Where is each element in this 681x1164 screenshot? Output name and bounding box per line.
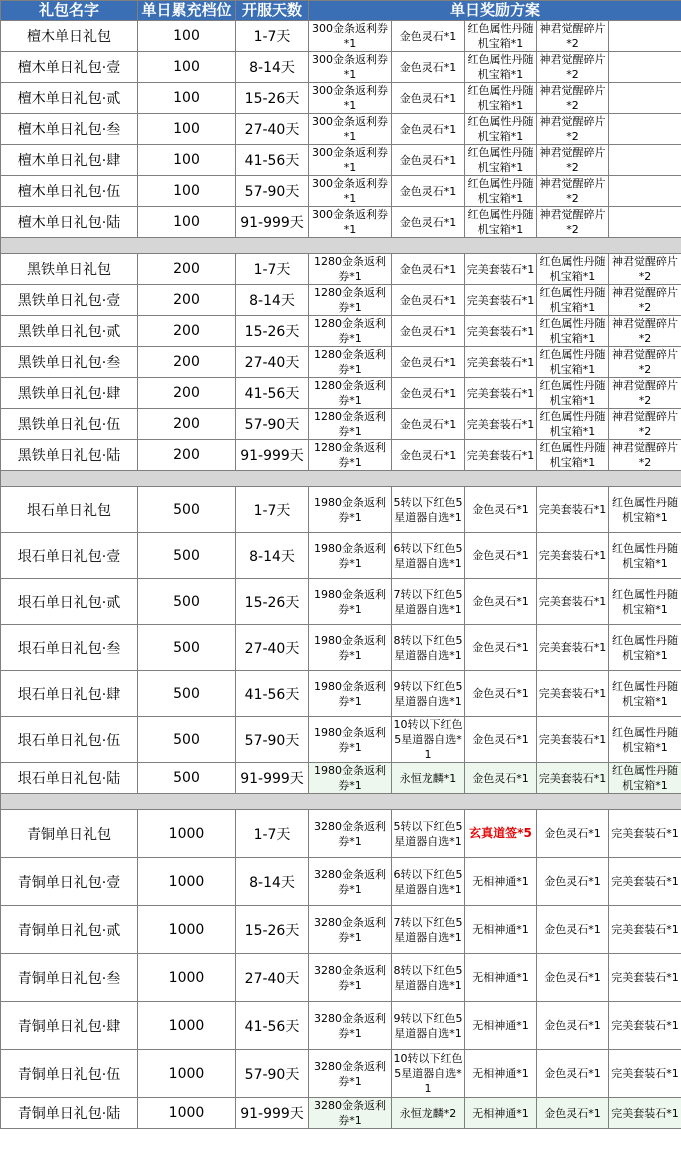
reward-cell: 1280金条返利券*1 <box>309 285 392 316</box>
reward-cell: 红色属性丹随机宝箱*1 <box>609 671 681 717</box>
reward-cell: 神君觉醒碎片*2 <box>537 83 609 114</box>
reward-cell: 9转以下红色5星道器自选*1 <box>392 671 465 717</box>
pack-name: 垠石单日礼包 <box>1 487 138 533</box>
reward-cell: 完美套装石*1 <box>465 347 537 378</box>
reward-cell: 金色灵石*1 <box>392 207 465 238</box>
pack-tier: 200 <box>138 378 236 409</box>
pack-name: 檀木单日礼包·陆 <box>1 207 138 238</box>
pack-name: 垠石单日礼包·肆 <box>1 671 138 717</box>
reward-cell: 3280金条返利券*1 <box>309 1002 392 1050</box>
reward-cell: 红色属性丹随机宝箱*1 <box>465 52 537 83</box>
reward-cell: 红色属性丹随机宝箱*1 <box>609 625 681 671</box>
separator-cell <box>1 471 681 487</box>
pack-days: 27-40天 <box>236 625 309 671</box>
pack-name: 檀木单日礼包·叁 <box>1 114 138 145</box>
pack-days: 41-56天 <box>236 671 309 717</box>
reward-cell: 红色属性丹随机宝箱*1 <box>609 533 681 579</box>
pack-tier: 1000 <box>138 1050 236 1098</box>
pack-name: 垠石单日礼包·叁 <box>1 625 138 671</box>
reward-cell: 神君觉醒碎片*2 <box>537 52 609 83</box>
reward-cell: 神君觉醒碎片*2 <box>609 347 681 378</box>
reward-cell: 神君觉醒碎片*2 <box>609 316 681 347</box>
pack-name: 垠石单日礼包·陆 <box>1 763 138 794</box>
table-row <box>1 625 681 671</box>
reward-cell: 完美套装石*1 <box>609 1002 681 1050</box>
reward-cell: 神君觉醒碎片*2 <box>609 285 681 316</box>
table-row <box>1 52 681 83</box>
table-row <box>1 409 681 440</box>
reward-cell: 红色属性丹随机宝箱*1 <box>537 254 609 285</box>
pack-days: 8-14天 <box>236 533 309 579</box>
table-row <box>1 316 681 347</box>
pack-name: 黑铁单日礼包·肆 <box>1 378 138 409</box>
reward-cell: 完美套装石*1 <box>609 906 681 954</box>
pack-tier: 200 <box>138 409 236 440</box>
pack-days: 27-40天 <box>236 114 309 145</box>
pack-days: 15-26天 <box>236 906 309 954</box>
reward-cell: 金色灵石*1 <box>392 254 465 285</box>
reward-cell: 金色灵石*1 <box>537 810 609 858</box>
pack-name: 垠石单日礼包·贰 <box>1 579 138 625</box>
pack-days: 91-999天 <box>236 763 309 794</box>
table-row <box>1 1050 681 1098</box>
pack-name: 檀木单日礼包·伍 <box>1 176 138 207</box>
table-row <box>1 254 681 285</box>
pack-tier: 500 <box>138 763 236 794</box>
reward-cell: 金色灵石*1 <box>392 347 465 378</box>
reward-cell <box>609 207 681 238</box>
reward-cell: 1980金条返利券*1 <box>309 533 392 579</box>
reward-cell: 300金条返利券*1 <box>309 207 392 238</box>
table-row <box>1 378 681 409</box>
reward-cell: 完美套装石*1 <box>465 440 537 471</box>
reward-cell: 红色属性丹随机宝箱*1 <box>537 285 609 316</box>
table-row <box>1 763 681 794</box>
pack-days: 1-7天 <box>236 487 309 533</box>
reward-cell <box>609 21 681 52</box>
reward-cell: 1980金条返利券*1 <box>309 579 392 625</box>
reward-cell: 7转以下红色5星道器自选*1 <box>392 579 465 625</box>
reward-cell: 红色属性丹随机宝箱*1 <box>537 378 609 409</box>
pack-name: 黑铁单日礼包·叁 <box>1 347 138 378</box>
pack-name: 檀木单日礼包 <box>1 21 138 52</box>
reward-cell: 完美套装石*1 <box>537 625 609 671</box>
reward-cell: 金色灵石*1 <box>465 579 537 625</box>
pack-days: 27-40天 <box>236 954 309 1002</box>
reward-cell: 1280金条返利券*1 <box>309 440 392 471</box>
reward-cell: 红色属性丹随机宝箱*1 <box>609 579 681 625</box>
pack-tier: 100 <box>138 83 236 114</box>
reward-cell: 无相神通*1 <box>465 1002 537 1050</box>
table-row <box>1 21 681 52</box>
table-row <box>1 1098 681 1129</box>
pack-name: 青铜单日礼包·伍 <box>1 1050 138 1098</box>
header-tier: 单日累充档位 <box>138 1 236 21</box>
header-name: 礼包名字 <box>1 1 138 21</box>
pack-name: 黑铁单日礼包·壹 <box>1 285 138 316</box>
reward-cell: 1280金条返利券*1 <box>309 378 392 409</box>
pack-name: 檀木单日礼包·壹 <box>1 52 138 83</box>
reward-cell: 10转以下红色5星道器自选*1 <box>393 718 463 761</box>
reward-cell: 1280金条返利券*1 <box>309 316 392 347</box>
reward-cell: 5转以下红色5星道器自选*1 <box>392 810 465 858</box>
reward-cell: 金色灵石*1 <box>392 21 465 52</box>
reward-cell: 完美套装石*1 <box>537 487 609 533</box>
separator-cell <box>1 794 681 810</box>
reward-cell: 神君觉醒碎片*2 <box>537 145 609 176</box>
header-days: 开服天数 <box>236 1 309 21</box>
reward-cell: 完美套装石*1 <box>537 763 609 794</box>
pack-days: 27-40天 <box>236 347 309 378</box>
table-row <box>1 954 681 1002</box>
pack-days: 57-90天 <box>236 409 309 440</box>
pack-name: 檀木单日礼包·贰 <box>1 83 138 114</box>
reward-cell: 300金条返利券*1 <box>309 176 392 207</box>
reward-cell: 1980金条返利券*1 <box>309 671 392 717</box>
reward-cell: 金色灵石*1 <box>392 176 465 207</box>
pack-days: 15-26天 <box>236 83 309 114</box>
reward-cell: 完美套装石*1 <box>609 1098 681 1129</box>
pack-name: 青铜单日礼包 <box>1 810 138 858</box>
reward-cell: 金色灵石*1 <box>392 440 465 471</box>
pack-days: 15-26天 <box>236 579 309 625</box>
reward-cell: 1980金条返利券*1 <box>309 763 392 794</box>
reward-cell: 无相神通*1 <box>465 1098 537 1129</box>
pack-tier: 500 <box>138 717 236 763</box>
reward-cell: 8转以下红色5星道器自选*1 <box>392 625 465 671</box>
pack-tier: 500 <box>138 671 236 717</box>
pack-tier: 100 <box>138 145 236 176</box>
pack-days: 41-56天 <box>236 145 309 176</box>
pack-days: 8-14天 <box>236 285 309 316</box>
pack-days: 91-999天 <box>236 207 309 238</box>
pack-name: 青铜单日礼包·叁 <box>1 954 138 1002</box>
pack-tier: 200 <box>138 316 236 347</box>
reward-cell: 完美套装石*1 <box>465 378 537 409</box>
pack-name: 檀木单日礼包·肆 <box>1 145 138 176</box>
reward-cell: 金色灵石*1 <box>465 763 537 794</box>
reward-cell: 金色灵石*1 <box>392 145 465 176</box>
reward-cell: 红色属性丹随机宝箱*1 <box>465 145 537 176</box>
reward-cell: 金色灵石*1 <box>392 378 465 409</box>
pack-name: 青铜单日礼包·壹 <box>1 858 138 906</box>
reward-cell: 3280金条返利券*1 <box>309 906 392 954</box>
pack-name: 黑铁单日礼包·贰 <box>1 316 138 347</box>
reward-cell: 金色灵石*1 <box>465 717 537 763</box>
pack-tier: 1000 <box>138 1002 236 1050</box>
reward-cell: 无相神通*1 <box>465 1050 537 1098</box>
pack-tier: 500 <box>138 487 236 533</box>
pack-tier: 200 <box>138 440 236 471</box>
reward-cell: 300金条返利券*1 <box>309 52 392 83</box>
table-row <box>1 671 681 717</box>
reward-cell: 金色灵石*1 <box>537 954 609 1002</box>
table-row <box>1 145 681 176</box>
reward-cell: 神君觉醒碎片*2 <box>537 21 609 52</box>
pack-days: 1-7天 <box>236 254 309 285</box>
reward-cell: 神君觉醒碎片*2 <box>609 440 681 471</box>
reward-cell: 300金条返利券*1 <box>309 114 392 145</box>
reward-cell: 红色属性丹随机宝箱*1 <box>537 440 609 471</box>
reward-cell: 永恒龙麟*2 <box>392 1098 465 1129</box>
reward-cell: 完美套装石*1 <box>537 671 609 717</box>
reward-cell <box>609 145 681 176</box>
reward-cell: 金色灵石*1 <box>392 114 465 145</box>
pack-tier: 1000 <box>138 858 236 906</box>
table-row <box>1 1002 681 1050</box>
reward-cell: 300金条返利券*1 <box>309 21 392 52</box>
pack-name: 垠石单日礼包·壹 <box>1 533 138 579</box>
reward-cell: 无相神通*1 <box>465 906 537 954</box>
reward-cell: 金色灵石*1 <box>392 285 465 316</box>
reward-cell: 完美套装石*1 <box>609 1050 681 1098</box>
reward-cell: 金色灵石*1 <box>465 671 537 717</box>
reward-cell: 1980金条返利券*1 <box>309 717 392 763</box>
pack-name: 青铜单日礼包·肆 <box>1 1002 138 1050</box>
header-row <box>1 1 681 21</box>
table-row <box>1 176 681 207</box>
reward-cell: 3280金条返利券*1 <box>309 858 392 906</box>
group-separator <box>1 794 681 810</box>
reward-cell <box>609 52 681 83</box>
reward-cell: 神君觉醒碎片*2 <box>537 207 609 238</box>
reward-cell: 9转以下红色5星道器自选*1 <box>392 1002 465 1050</box>
pack-tier: 100 <box>138 114 236 145</box>
table-row <box>1 858 681 906</box>
reward-cell: 1280金条返利券*1 <box>309 254 392 285</box>
reward-cell: 金色灵石*1 <box>465 533 537 579</box>
table-row <box>1 533 681 579</box>
pack-days: 41-56天 <box>236 1002 309 1050</box>
pack-days: 57-90天 <box>236 1050 309 1098</box>
reward-cell: 神君觉醒碎片*2 <box>537 114 609 145</box>
reward-cell: 完美套装石*1 <box>609 810 681 858</box>
reward-cell: 完美套装石*1 <box>465 285 537 316</box>
pack-tier: 500 <box>138 625 236 671</box>
reward-cell: 红色属性丹随机宝箱*1 <box>465 114 537 145</box>
reward-cell: 300金条返利券*1 <box>309 83 392 114</box>
reward-cell <box>609 176 681 207</box>
reward-cell: 1280金条返利券*1 <box>309 347 392 378</box>
reward-cell: 6转以下红色5星道器自选*1 <box>392 858 465 906</box>
pack-tier: 100 <box>138 176 236 207</box>
reward-cell: 永恒龙麟*1 <box>392 763 465 794</box>
reward-cell: 红色属性丹随机宝箱*1 <box>609 763 681 794</box>
reward-cell: 金色灵石*1 <box>537 1050 609 1098</box>
pack-tier: 100 <box>138 52 236 83</box>
reward-cell: 神君觉醒碎片*2 <box>609 378 681 409</box>
pack-name: 垠石单日礼包·伍 <box>1 717 138 763</box>
reward-cell: 8转以下红色5星道器自选*1 <box>392 954 465 1002</box>
table-row <box>1 285 681 316</box>
pack-tier: 100 <box>138 207 236 238</box>
reward-cell: 3280金条返利券*1 <box>309 954 392 1002</box>
reward-cell: 完美套装石*1 <box>537 717 609 763</box>
reward-cell: 7转以下红色5星道器自选*1 <box>392 906 465 954</box>
reward-cell: 6转以下红色5星道器自选*1 <box>392 533 465 579</box>
reward-cell: 红色属性丹随机宝箱*1 <box>609 717 681 763</box>
table-row <box>1 906 681 954</box>
reward-cell: 红色属性丹随机宝箱*1 <box>465 83 537 114</box>
reward-cell: 完美套装石*1 <box>609 954 681 1002</box>
reward-cell: 完美套装石*1 <box>537 579 609 625</box>
reward-cell: 完美套装石*1 <box>465 316 537 347</box>
reward-cell: 5转以下红色5星道器自选*1 <box>392 487 465 533</box>
pack-tier: 200 <box>138 285 236 316</box>
pack-days: 91-999天 <box>236 440 309 471</box>
reward-cell: 红色属性丹随机宝箱*1 <box>537 409 609 440</box>
reward-cell: 金色灵石*1 <box>465 625 537 671</box>
pack-tier: 500 <box>138 579 236 625</box>
reward-cell: 完美套装石*1 <box>537 533 609 579</box>
reward-cell: 红色属性丹随机宝箱*1 <box>465 207 537 238</box>
reward-cell: 完美套装石*1 <box>465 254 537 285</box>
reward-cell: 300金条返利券*1 <box>309 145 392 176</box>
reward-cell: 金色灵石*1 <box>392 409 465 440</box>
reward-cell: 1980金条返利券*1 <box>309 487 392 533</box>
reward-cell: 金色灵石*1 <box>537 1098 609 1129</box>
reward-cell: 3280金条返利券*1 <box>309 810 392 858</box>
reward-cell: 无相神通*1 <box>465 954 537 1002</box>
pack-tier: 1000 <box>138 1098 236 1129</box>
reward-cell <box>609 83 681 114</box>
reward-cell: 红色属性丹随机宝箱*1 <box>465 21 537 52</box>
group-separator <box>1 471 681 487</box>
pack-days: 41-56天 <box>236 378 309 409</box>
table-row <box>1 83 681 114</box>
pack-days: 57-90天 <box>236 176 309 207</box>
table-row <box>1 114 681 145</box>
reward-cell: 1280金条返利券*1 <box>309 409 392 440</box>
header-rewards: 单日奖励方案 <box>309 1 681 21</box>
reward-cell: 神君觉醒碎片*2 <box>609 409 681 440</box>
pack-name: 青铜单日礼包·贰 <box>1 906 138 954</box>
reward-cell: 红色属性丹随机宝箱*1 <box>537 316 609 347</box>
reward-cell: 无相神通*1 <box>465 858 537 906</box>
pack-tier: 1000 <box>138 810 236 858</box>
reward-cell: 金色灵石*1 <box>392 316 465 347</box>
reward-cell: 金色灵石*1 <box>392 83 465 114</box>
reward-cell: 红色属性丹随机宝箱*1 <box>537 347 609 378</box>
pack-tier: 100 <box>138 21 236 52</box>
table-row <box>1 487 681 533</box>
pack-days: 1-7天 <box>236 810 309 858</box>
reward-cell: 3280金条返利券*1 <box>309 1098 392 1129</box>
pack-days: 15-26天 <box>236 316 309 347</box>
group-separator <box>1 238 681 254</box>
pack-name: 青铜单日礼包·陆 <box>1 1098 138 1129</box>
reward-cell: 红色属性丹随机宝箱*1 <box>609 487 681 533</box>
pack-days: 57-90天 <box>236 717 309 763</box>
pack-days: 91-999天 <box>236 1098 309 1129</box>
table-row <box>1 207 681 238</box>
reward-cell: 金色灵石*1 <box>537 1002 609 1050</box>
table-row <box>1 347 681 378</box>
reward-cell: 神君觉醒碎片*2 <box>609 254 681 285</box>
pack-tier: 1000 <box>138 954 236 1002</box>
reward-cell: 神君觉醒碎片*2 <box>537 176 609 207</box>
reward-cell: 完美套装石*1 <box>609 858 681 906</box>
reward-cell: 3280金条返利券*1 <box>309 1050 392 1098</box>
pack-tier: 200 <box>138 347 236 378</box>
table-body <box>1 21 681 1129</box>
separator-cell <box>1 238 681 254</box>
reward-cell: 1980金条返利券*1 <box>309 625 392 671</box>
reward-cell: 金色灵石*1 <box>465 487 537 533</box>
table-row <box>1 717 681 763</box>
reward-cell: 完美套装石*1 <box>465 409 537 440</box>
table-row <box>1 810 681 858</box>
reward-cell: 金色灵石*1 <box>537 858 609 906</box>
pack-days: 8-14天 <box>236 52 309 83</box>
pack-name: 黑铁单日礼包·陆 <box>1 440 138 471</box>
pack-tier: 500 <box>138 533 236 579</box>
reward-cell: 10转以下红色5星道器自选*1 <box>392 1050 465 1098</box>
pack-name: 黑铁单日礼包 <box>1 254 138 285</box>
pack-days: 8-14天 <box>236 858 309 906</box>
reward-cell: 金色灵石*1 <box>392 52 465 83</box>
reward-cell: 玄真道签*5 <box>465 810 537 858</box>
pack-name: 黑铁单日礼包·伍 <box>1 409 138 440</box>
reward-cell <box>609 114 681 145</box>
pack-tier: 200 <box>138 254 236 285</box>
pack-days: 1-7天 <box>236 21 309 52</box>
reward-cell: 红色属性丹随机宝箱*1 <box>465 176 537 207</box>
pack-tier: 1000 <box>138 906 236 954</box>
table-row <box>1 579 681 625</box>
reward-cell: 金色灵石*1 <box>537 906 609 954</box>
table-row <box>1 440 681 471</box>
